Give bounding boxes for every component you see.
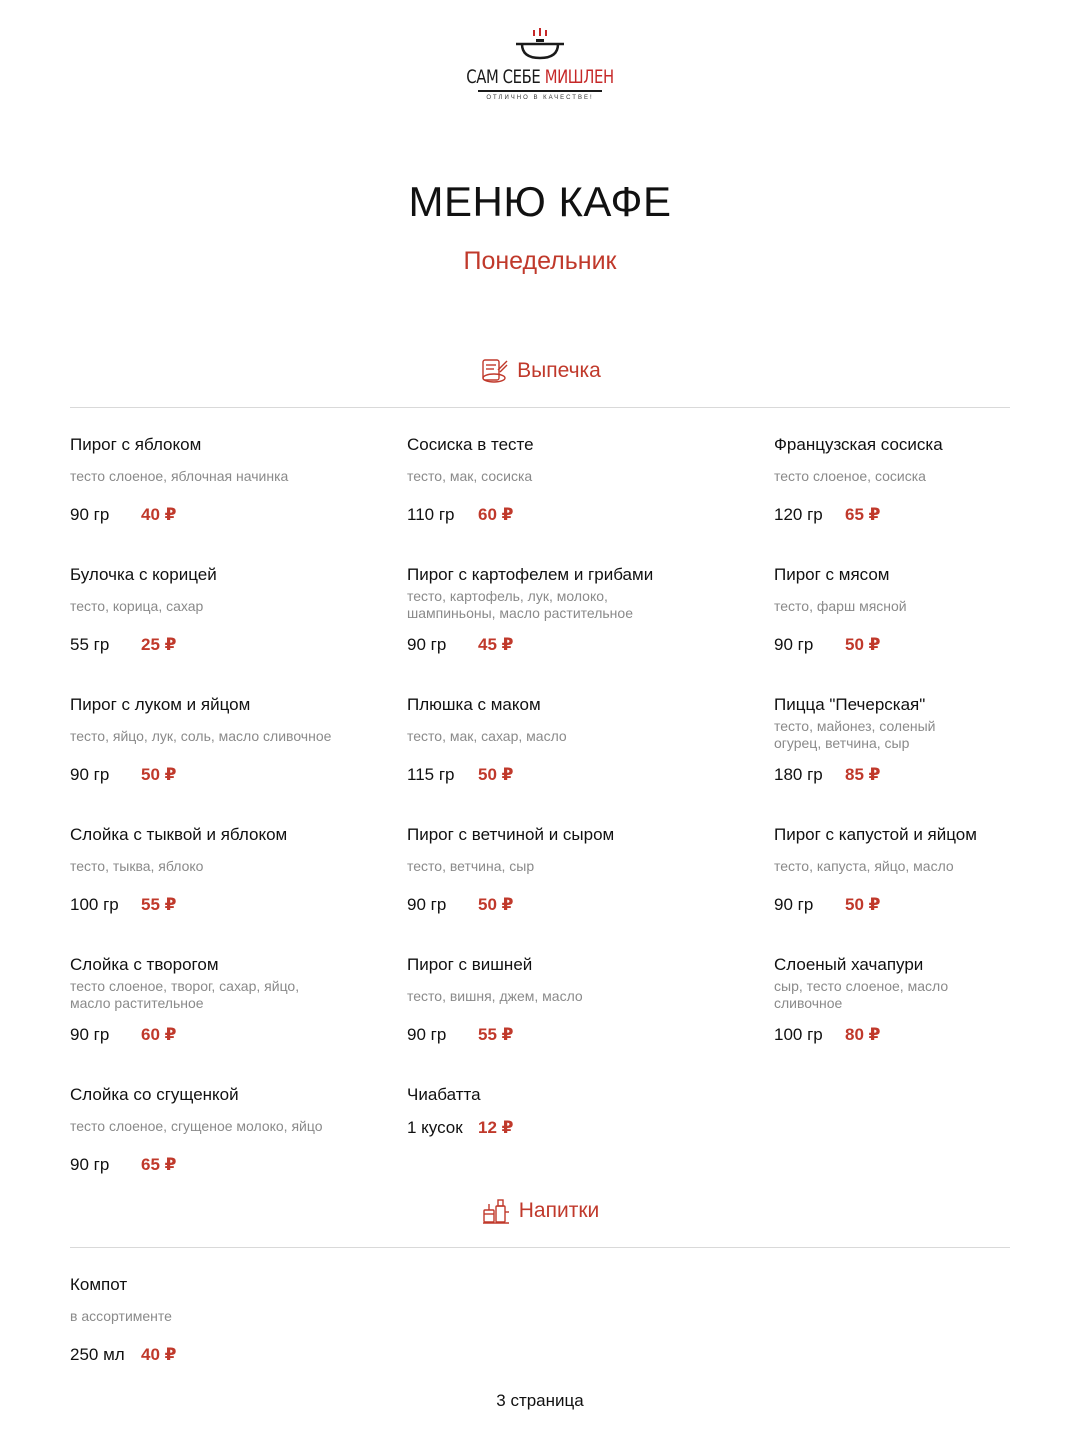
item-weight: 90 гр [407, 635, 447, 654]
item-weight: 90 гр [70, 765, 110, 784]
section-divider [70, 1247, 1010, 1248]
item-description: тесто слоеное, сосиска [774, 468, 926, 484]
item-price: 25 ₽ [141, 635, 177, 654]
item-price: 60 ₽ [478, 505, 514, 524]
item-name: Компот [70, 1275, 128, 1294]
item-name: Пирог с мясом [774, 565, 890, 584]
item-price: 12 ₽ [478, 1118, 514, 1137]
item-price: 60 ₽ [141, 1025, 177, 1044]
drinks-icon [481, 1196, 511, 1226]
item-name: Французская сосиска [774, 435, 943, 454]
item-name: Пицца "Печерская" [774, 695, 926, 714]
item-description: тесто, вишня, джем, масло [407, 988, 583, 1004]
section-divider [70, 407, 1010, 408]
item-price: 80 ₽ [845, 1025, 881, 1044]
page-title: МЕНЮ КАФЕ [408, 178, 672, 225]
item-weight: 90 гр [70, 505, 110, 524]
section-heading-drinks [0, 1196, 1080, 1226]
item-price: 45 ₽ [478, 635, 514, 654]
item-price: 65 ₽ [845, 505, 881, 524]
item-description: тесто, яйцо, лук, соль, масло сливочное [70, 728, 332, 744]
item-price: 85 ₽ [845, 765, 881, 784]
item-price: 40 ₽ [141, 1345, 177, 1364]
item-name: Пирог с ветчиной и сыром [407, 825, 615, 844]
day-subtitle: Понедельник [463, 247, 617, 275]
item-name: Сосиска в тесте [407, 435, 534, 454]
section-heading-baking [0, 356, 1080, 386]
item-name: Пирог с яблоком [70, 435, 202, 454]
item-description: тесто слоеное, творог, сахар, яйцо, масло растительное [70, 978, 300, 1011]
item-weight: 90 гр [774, 635, 814, 654]
item-description: тесто, майонез, соленый огурец, ветчина, сыр [774, 718, 936, 751]
item-weight: 90 гр [70, 1025, 110, 1044]
item-weight: 55 гр [70, 635, 110, 654]
item-price: 50 ₽ [845, 895, 881, 914]
item-name: Пирог с капустой и яйцом [774, 825, 977, 844]
logo-divider [478, 90, 602, 92]
item-price: 65 ₽ [141, 1155, 177, 1174]
item-name: Пирог с картофелем и грибами [407, 565, 654, 584]
item-description: тесто, картофель, лук, молоко, шампиньоны, масло растительное [407, 588, 633, 621]
item-weight: 90 гр [407, 1025, 447, 1044]
item-name: Плюшка с маком [407, 695, 541, 714]
item-name: Слойка со сгущенкой [70, 1085, 239, 1104]
item-weight: 90 гр [774, 895, 814, 914]
item-weight: 100 гр [774, 1025, 823, 1044]
item-weight: 115 гр [407, 765, 455, 784]
item-name: Слойка с творогом [70, 955, 219, 974]
item-price: 50 ₽ [478, 895, 514, 914]
item-weight: 90 гр [407, 895, 447, 914]
item-name: Слойка с тыквой и яблоком [70, 825, 288, 844]
item-description: тесто, корица, сахар [70, 598, 204, 614]
section-title: Выпечка [517, 359, 601, 382]
item-description: тесто, ветчина, сыр [407, 858, 535, 874]
item-price: 55 ₽ [478, 1025, 514, 1044]
item-description: тесто, фарш мясной [774, 598, 907, 614]
item-weight: 1 кусок [407, 1118, 463, 1137]
item-weight: 250 мл [70, 1345, 125, 1364]
item-name: Пирог с вишней [407, 955, 533, 974]
item-weight: 90 гр [70, 1155, 110, 1174]
item-price: 55 ₽ [141, 895, 177, 914]
section-title: Напитки [518, 1199, 600, 1222]
item-name: Пирог с луком и яйцом [70, 695, 251, 714]
item-description: тесто, тыква, яблоко [70, 858, 204, 874]
item-weight: 100 гр [70, 895, 119, 914]
item-description: тесто, мак, сосиска [407, 468, 533, 484]
item-weight: 120 гр [774, 505, 823, 524]
item-price: 50 ₽ [141, 765, 177, 784]
item-name: Булочка с корицей [70, 565, 217, 584]
pot-icon [510, 26, 570, 66]
item-description: в ассортименте [70, 1308, 172, 1324]
item-description: тесто, капуста, яйцо, масло [774, 858, 954, 874]
item-weight: 180 гр [774, 765, 823, 784]
item-weight: 110 гр [407, 505, 455, 524]
item-description: тесто слоеное, сгущеное молоко, яйцо [70, 1118, 323, 1134]
baking-icon [479, 356, 509, 386]
item-price: 40 ₽ [141, 505, 177, 524]
logo-wordmark: САМ СЕБЕ МИШЛЕН [466, 66, 614, 88]
item-name: Чиабатта [407, 1085, 481, 1104]
logo [0, 26, 1080, 101]
item-description: тесто, мак, сахар, масло [407, 728, 567, 744]
item-price: 50 ₽ [478, 765, 514, 784]
item-description: тесто слоеное, яблочная начинка [70, 468, 289, 484]
page-number: 3 страница [496, 1391, 584, 1410]
item-name: Слоеный хачапури [774, 955, 924, 974]
logo-tagline: ОТЛИЧНО В КАЧЕСТВЕ! [486, 95, 594, 101]
item-price: 50 ₽ [845, 635, 881, 654]
item-description: сыр, тесто слоеное, масло сливочное [774, 978, 949, 1011]
